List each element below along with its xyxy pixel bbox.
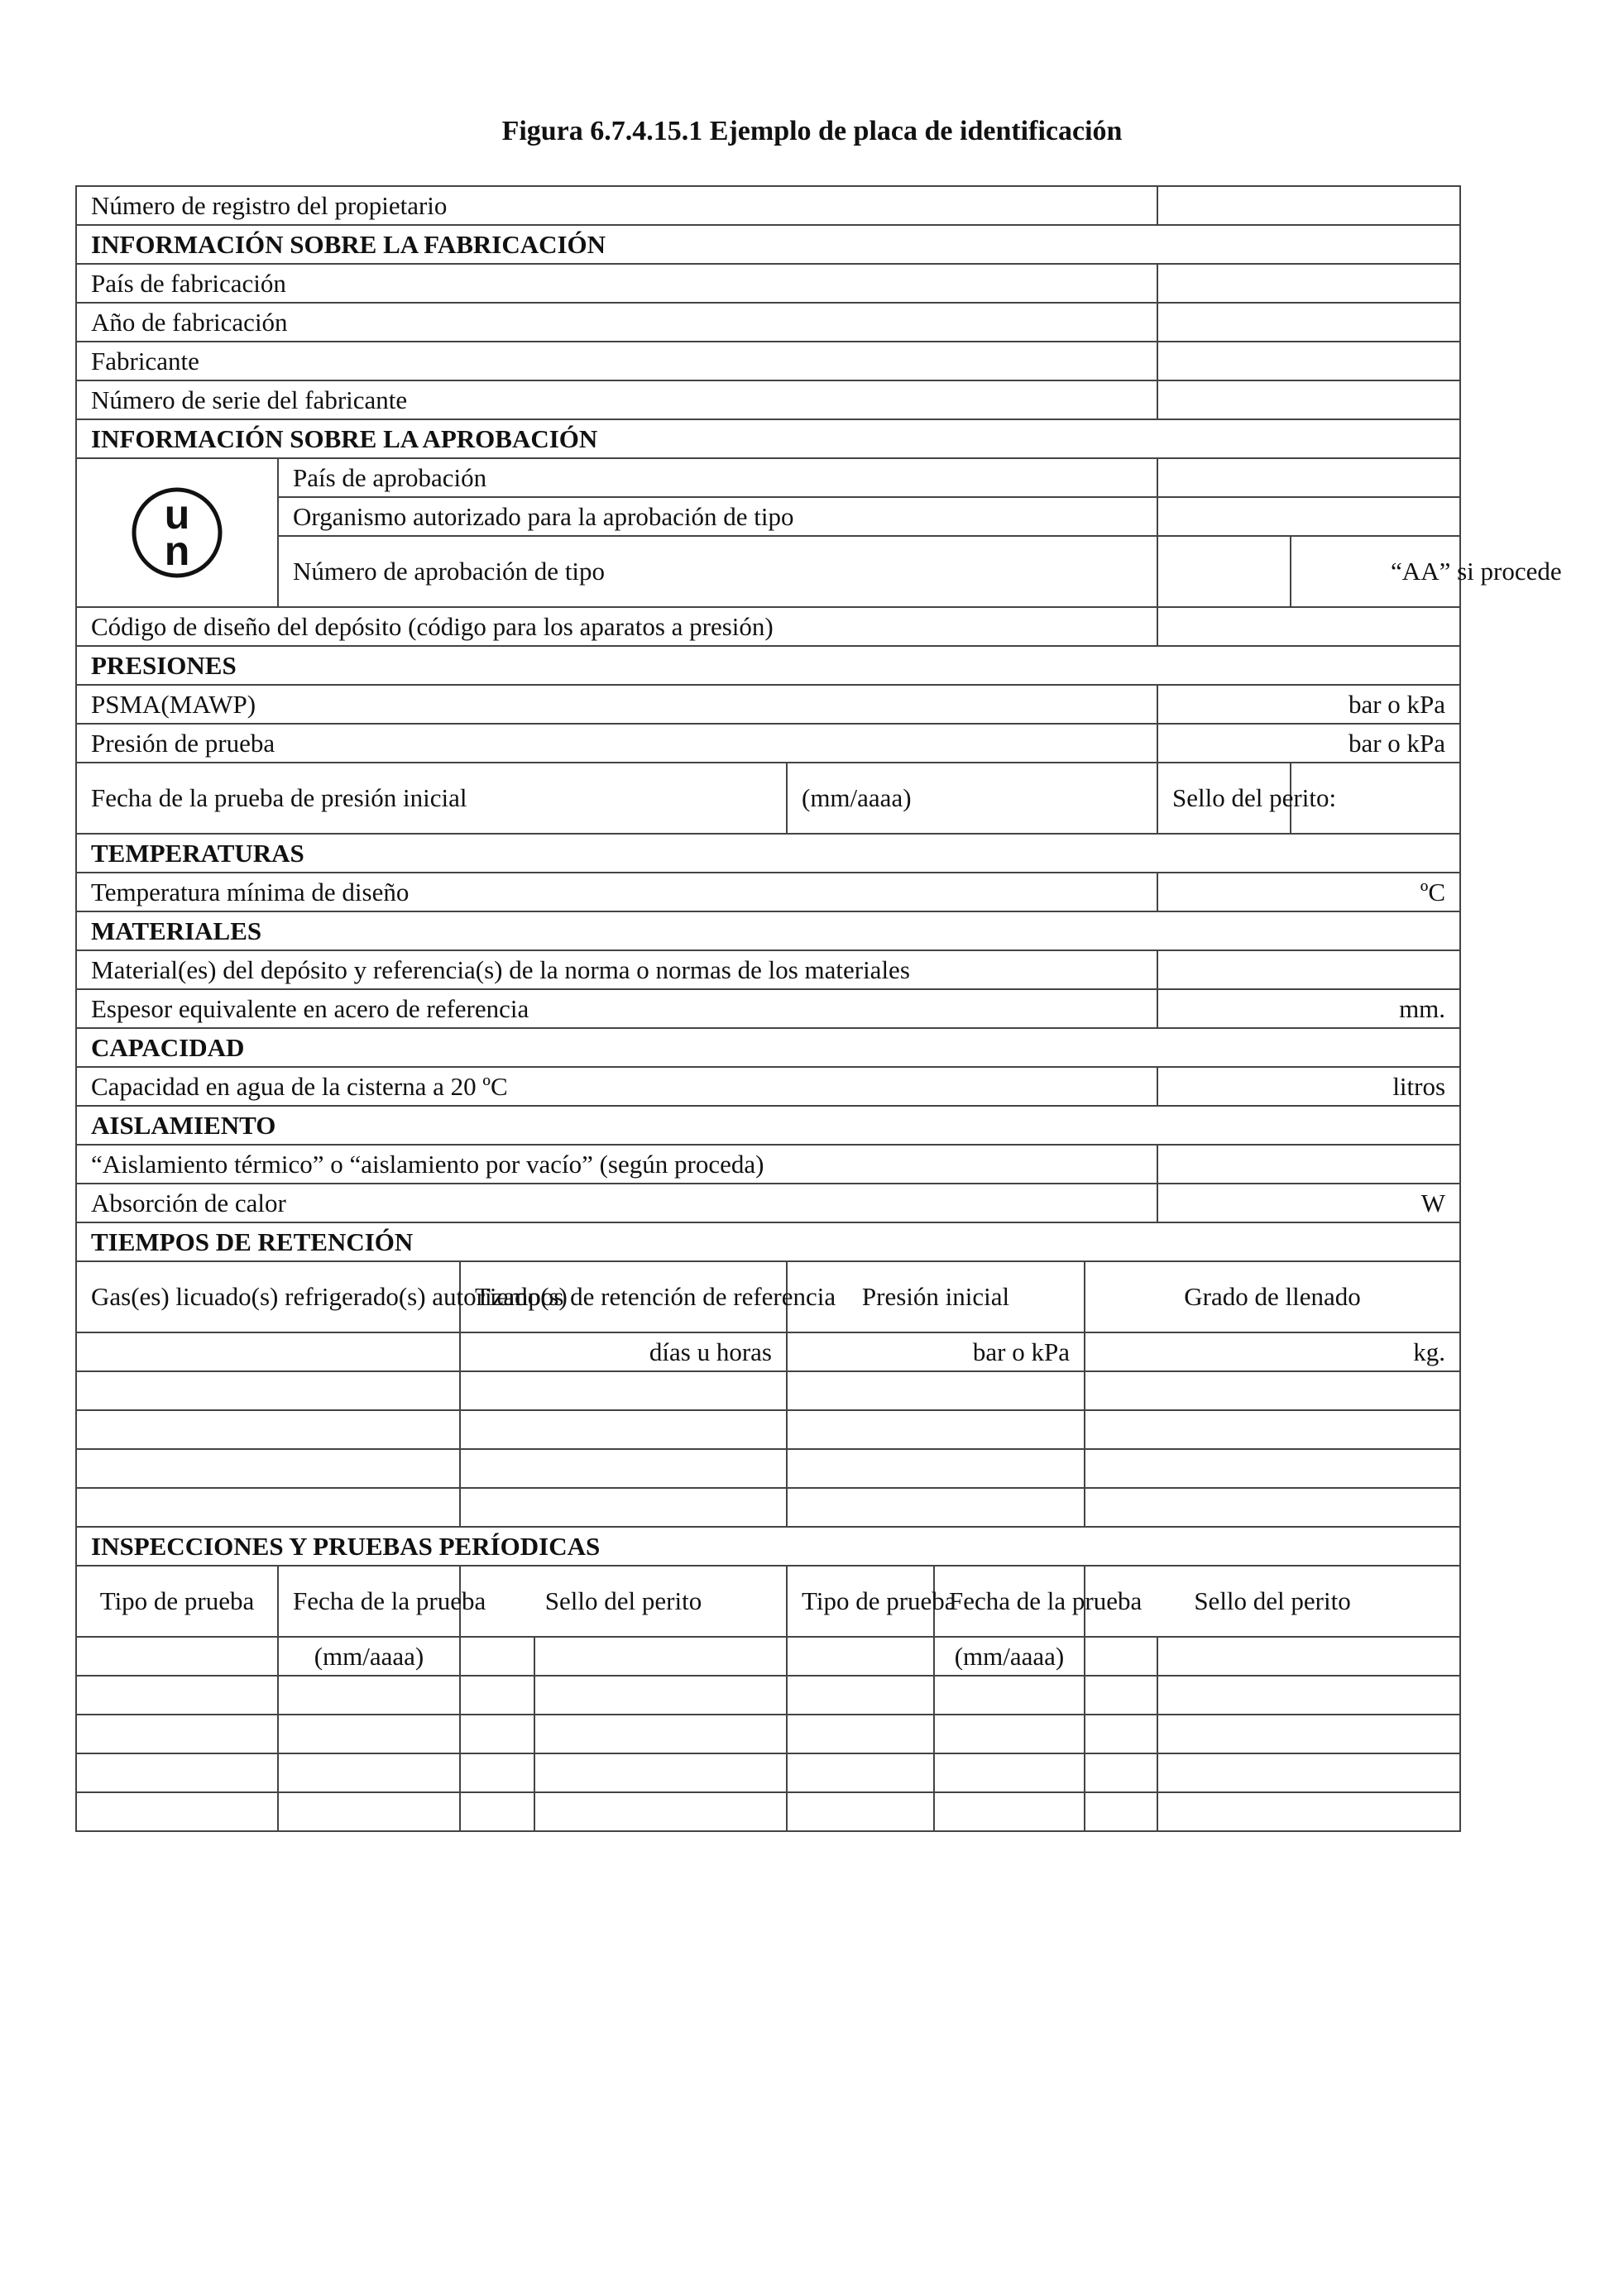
inspection-cell[interactable]: [534, 1753, 787, 1792]
inspection-cell[interactable]: [1085, 1637, 1157, 1676]
inspection-col-test-type-b: Tipo de prueba: [787, 1566, 934, 1637]
inspection-cell[interactable]: [934, 1715, 1085, 1753]
holding-cell[interactable]: [1085, 1410, 1460, 1449]
inspection-cell[interactable]: [76, 1792, 278, 1831]
owner-reg-label: Número de registro del propietario: [76, 186, 1157, 225]
manufacturer-label: Fabricante: [76, 342, 1157, 380]
inspection-cell[interactable]: [460, 1637, 534, 1676]
holding-col-gases: Gas(es) licuado(s) refrigerado(s) autorizado(s): [76, 1261, 460, 1332]
svg-text:u: u: [164, 491, 190, 538]
manufacturer-value[interactable]: [1157, 342, 1460, 380]
shell-materials-label: Material(es) del depósito y referencia(s) de la norma o normas de los materiales: [76, 950, 1157, 989]
inspection-cell[interactable]: [1085, 1792, 1157, 1831]
inspection-cell[interactable]: [1085, 1753, 1157, 1792]
mawp-unit: bar o kPa: [1157, 685, 1460, 724]
inspection-cell[interactable]: [1157, 1637, 1460, 1676]
owner-reg-value[interactable]: [1157, 186, 1460, 225]
inspection-blank-row: [76, 1715, 1460, 1753]
mawp-label: PSMA(MAWP): [76, 685, 1157, 724]
inspection-col-test-type-a: Tipo de prueba: [76, 1566, 278, 1637]
type-approval-number-label: Número de aprobación de tipo: [278, 536, 1157, 607]
country-of-manufacture-value[interactable]: [1157, 264, 1460, 303]
approval-country-label: País de aprobación: [278, 458, 1157, 497]
holding-cell[interactable]: [1085, 1371, 1460, 1410]
holding-cell[interactable]: [787, 1371, 1085, 1410]
inspections-header: INSPECCIONES Y PRUEBAS PERÍODICAS: [76, 1527, 1460, 1566]
min-design-temp-unit: ºC: [1157, 873, 1460, 911]
shell-materials-value[interactable]: [1157, 950, 1460, 989]
inspection-cell[interactable]: [787, 1676, 934, 1715]
holding-blank-row: [76, 1410, 1460, 1449]
equivalent-thickness-unit: mm.: [1157, 989, 1460, 1028]
type-approval-number-value[interactable]: [1157, 536, 1291, 607]
holding-cell[interactable]: [76, 1410, 460, 1449]
inspection-cell[interactable]: [934, 1753, 1085, 1792]
inspection-cell[interactable]: [934, 1676, 1085, 1715]
design-code-label: Código de diseño del depósito (código para los aparatos a presión): [76, 607, 1157, 646]
inspector-seal-label: Sello del perito:: [1157, 763, 1291, 834]
svg-text:n: n: [164, 528, 190, 574]
holding-blank-row: [76, 1371, 1460, 1410]
insulation-header: AISLAMIENTO: [76, 1106, 1460, 1145]
holding-cell[interactable]: [76, 1371, 460, 1410]
heat-influx-label: Absorción de calor: [76, 1184, 1157, 1222]
holding-times-header: TIEMPOS DE RETENCIÓN: [76, 1222, 1460, 1261]
inspection-blank-row: [76, 1753, 1460, 1792]
initial-test-date-format: (mm/aaaa): [787, 763, 1157, 834]
heat-influx-unit: W: [1157, 1184, 1460, 1222]
inspection-cell[interactable]: [1085, 1676, 1157, 1715]
inspection-cell[interactable]: [460, 1792, 534, 1831]
inspection-blank-row: [76, 1676, 1460, 1715]
water-capacity-label: Capacidad en agua de la cisterna a 20 ºC: [76, 1067, 1157, 1106]
inspection-cell[interactable]: [278, 1676, 460, 1715]
holding-cell[interactable]: [1085, 1449, 1460, 1488]
inspection-cell[interactable]: [460, 1676, 534, 1715]
inspection-cell[interactable]: [76, 1753, 278, 1792]
holding-cell[interactable]: [787, 1449, 1085, 1488]
inspection-blank-row: [76, 1792, 1460, 1831]
design-code-value[interactable]: [1157, 607, 1460, 646]
inspection-cell[interactable]: [460, 1715, 534, 1753]
inspection-cell[interactable]: [787, 1637, 934, 1676]
inspection-cell[interactable]: [534, 1715, 787, 1753]
holding-cell[interactable]: [76, 1488, 460, 1527]
holding-cell[interactable]: [460, 1371, 787, 1410]
holding-unit-pressure: bar o kPa: [787, 1332, 1085, 1371]
holding-col-reference-times: Tiempos de retención de referencia: [460, 1261, 787, 1332]
inspection-cell[interactable]: [534, 1676, 787, 1715]
inspection-cell[interactable]: [1085, 1715, 1157, 1753]
holding-blank-row: [76, 1488, 1460, 1527]
page-title: Figura 6.7.4.15.1 Ejemplo de placa de identificación: [501, 116, 1123, 146]
year-of-manufacture-value[interactable]: [1157, 303, 1460, 342]
min-design-temp-label: Temperatura mínima de diseño: [76, 873, 1157, 911]
inspection-col-seal-b: Sello del perito: [1085, 1566, 1460, 1637]
inspection-cell[interactable]: [534, 1637, 787, 1676]
holding-cell[interactable]: [787, 1488, 1085, 1527]
inspection-cell[interactable]: [534, 1792, 787, 1831]
inspection-col-test-date-b: Fecha de la prueba: [934, 1566, 1085, 1637]
inspection-col-seal-a: Sello del perito: [460, 1566, 787, 1637]
holding-cell[interactable]: [460, 1488, 787, 1527]
inspection-cell[interactable]: [278, 1753, 460, 1792]
insulation-type-label: “Aislamiento térmico” o “aislamiento por vacío” (según proceda): [76, 1145, 1157, 1184]
holding-col-filling-degree: Grado de llenado: [1085, 1261, 1460, 1332]
test-pressure-label: Presión de prueba: [76, 724, 1157, 763]
inspection-cell[interactable]: [787, 1715, 934, 1753]
holding-cell[interactable]: [460, 1449, 787, 1488]
insulation-type-value[interactable]: [1157, 1145, 1460, 1184]
materials-header: MATERIALES: [76, 911, 1460, 950]
holding-unit-days-hours: días u horas: [460, 1332, 787, 1371]
equivalent-thickness-label: Espesor equivalente en acero de referencia: [76, 989, 1157, 1028]
approval-country-value[interactable]: [1157, 458, 1460, 497]
pressures-header: PRESIONES: [76, 646, 1460, 685]
water-capacity-unit: litros: [1157, 1067, 1460, 1106]
inspection-col-test-date-a: Fecha de la prueba: [278, 1566, 460, 1637]
holding-cell[interactable]: [1085, 1488, 1460, 1527]
inspection-cell[interactable]: [1157, 1715, 1460, 1753]
identification-plate-table: [75, 185, 1562, 1832]
aa-note: “AA” si procede: [1291, 536, 1460, 607]
inspection-cell[interactable]: [1157, 1676, 1460, 1715]
row-manufacturing-header: [76, 225, 1460, 264]
inspection-cell[interactable]: [76, 1715, 278, 1753]
inspection-cell[interactable]: [76, 1676, 278, 1715]
inspection-cell[interactable]: [278, 1715, 460, 1753]
approval-body-value[interactable]: [1157, 497, 1460, 536]
holding-cell[interactable]: [76, 1449, 460, 1488]
holding-blank-row: [76, 1449, 1460, 1488]
inspection-date-format-a: (mm/aaaa): [278, 1637, 460, 1676]
inspection-cell[interactable]: [1157, 1792, 1460, 1831]
un-logo-cell: [76, 458, 278, 607]
test-pressure-unit: bar o kPa: [1157, 724, 1460, 763]
inspection-cell[interactable]: [934, 1792, 1085, 1831]
holding-col-initial-pressure: Presión inicial: [787, 1261, 1085, 1332]
inspection-cell[interactable]: [1157, 1753, 1460, 1792]
inspection-cell[interactable]: [460, 1753, 534, 1792]
inspection-cell[interactable]: [76, 1637, 278, 1676]
approval-header: INFORMACIÓN SOBRE LA APROBACIÓN: [76, 419, 1460, 458]
holding-unit-kg: kg.: [1085, 1332, 1460, 1371]
holding-cell[interactable]: [787, 1410, 1085, 1449]
year-of-manufacture-label: Año de fabricación: [76, 303, 1157, 342]
capacity-header: CAPACIDAD: [76, 1028, 1460, 1067]
inspection-date-format-b: (mm/aaaa): [934, 1637, 1085, 1676]
temperatures-header: TEMPERATURAS: [76, 834, 1460, 873]
inspection-cell[interactable]: [787, 1753, 934, 1792]
approval-body-label: Organismo autorizado para la aprobación de tipo: [278, 497, 1157, 536]
manufacturing-header: INFORMACIÓN SOBRE LA FABRICACIÓN: [76, 225, 1460, 264]
serial-number-label: Número de serie del fabricante: [76, 380, 1157, 419]
country-of-manufacture-label: País de fabricación: [76, 264, 1157, 303]
un-logo: [131, 486, 223, 579]
inspection-cell[interactable]: [787, 1792, 934, 1831]
holding-cell[interactable]: [460, 1410, 787, 1449]
row-owner-reg: [76, 186, 1460, 225]
holding-cell[interactable]: [76, 1332, 460, 1371]
serial-number-value[interactable]: [1157, 380, 1460, 419]
inspection-cell[interactable]: [278, 1792, 460, 1831]
initial-test-date-label: Fecha de la prueba de presión inicial: [76, 763, 787, 834]
